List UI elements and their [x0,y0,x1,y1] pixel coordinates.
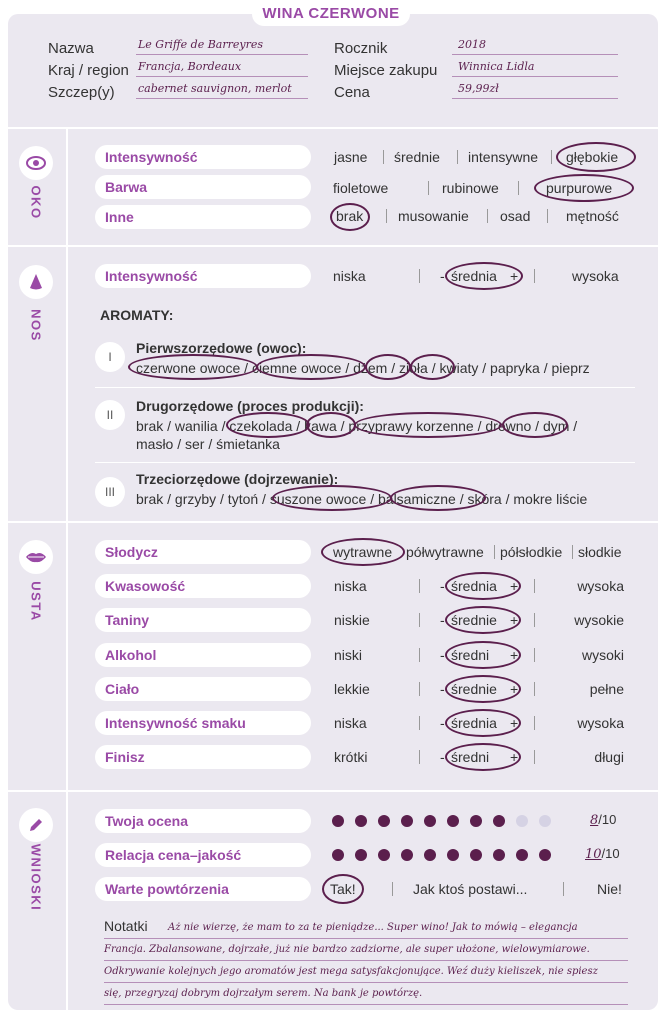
nos-intensity-minus: - [440,268,445,284]
note-line-2[interactable]: Francja. Zbalansowane, dojrzałe, już nie bardzo zadziorne, ale super ułożone, wielowymiarowe. [104,944,590,955]
separator [386,209,387,223]
rating-dot[interactable] [539,815,551,827]
repeat-opt-3[interactable]: Nie! [597,881,622,897]
separator [534,613,535,627]
usta-row-plus: + [510,749,519,765]
section-label-oko: OKO [28,185,44,220]
rating-dot[interactable] [493,849,505,861]
note-underline [104,1004,628,1005]
nos-intensity-plus: + [510,268,519,284]
aromas-heading: AROMATY: [100,307,174,323]
selection-circle [556,142,636,172]
selection-circle [445,262,523,290]
usta-row-high[interactable]: wysokie [574,612,624,628]
rating-dot[interactable] [332,815,344,827]
oko-intensity-opt-1[interactable]: jasne [334,149,368,165]
rating-score [590,812,616,828]
separator [572,545,573,559]
rating-dot[interactable] [516,849,528,861]
separator [518,181,519,195]
sweetness-opt-2[interactable]: półwytrawne [406,544,484,560]
rating-dot[interactable] [516,815,528,827]
usta-row-mid[interactable]: średnie [451,681,497,697]
selection-circle [445,675,521,703]
selection-circle [410,354,455,380]
separator [551,150,552,164]
oko-intensity-label: Intensywność [95,145,311,169]
separator [419,579,420,593]
usta-row-high[interactable]: wysoka [577,715,624,731]
oko-intensity-opt-2[interactable]: średnie [394,149,440,165]
sweetness-opt-1[interactable]: wytrawne [333,544,393,560]
aroma-group-title: Trzeciorzędowe (dojrzewanie): [136,471,339,487]
separator [534,750,535,764]
usta-row-low[interactable]: krótki [334,749,368,765]
aroma-group-title: Pierwszorzędowe (owoc): [136,340,307,356]
separator [457,150,458,164]
note-underline [104,938,628,939]
oko-color-label: Barwa [95,175,311,199]
rating-dot[interactable] [424,849,436,861]
selection-circle [226,412,310,438]
separator [419,682,420,696]
aroma-group-options[interactable]: czerwone owoce / ciemne owoce / dżem / zioła / kwiaty / papryka / pieprz [136,360,590,376]
usta-row-low[interactable]: niska [334,578,367,594]
usta-row-label: Taniny [95,608,311,632]
separator [428,181,429,195]
oko-other-opt-2[interactable]: musowanie [398,208,469,224]
repeat-opt-1[interactable]: Tak! [330,881,356,897]
usta-row-label: Alkohol [95,643,311,667]
usta-row-plus: + [510,647,519,663]
separator [419,716,420,730]
place-label: Miejsce zakupu [334,62,438,79]
separator [494,545,495,559]
country-label: Kraj / region [48,62,129,79]
usta-row-mid[interactable]: średnia [451,715,497,731]
aroma-group-options-line2[interactable]: masło / ser / śmietanka [136,436,280,452]
selection-circle [534,174,634,202]
nos-intensity-low[interactable]: niska [333,268,366,284]
nose-icon [19,265,53,299]
nos-intensity-high[interactable]: wysoka [572,268,619,284]
selection-circle [445,709,521,737]
oko-intensity-opt-3[interactable]: intensywne [468,149,539,165]
grape-value[interactable]: cabernet sauvignon, merlot [138,82,292,95]
usta-sweetness-label: Słodycz [95,540,311,564]
usta-row-label: Ciało [95,677,311,701]
aroma-group-options[interactable]: brak / grzyby / tytoń / suszone owoce / balsamiczne / skóra / mokre liście [136,491,588,507]
divider [95,462,635,463]
usta-row-plus: + [510,578,519,594]
oko-other-opt-3[interactable]: osad [500,208,531,224]
name-underline [136,54,308,55]
grape-underline [136,98,308,99]
note-underline [104,960,628,961]
repeat-label: Warte powtórzenia [95,877,311,901]
usta-row-minus: - [440,647,445,663]
rating-label: Twoja ocena [95,809,311,833]
selection-circle [502,412,568,438]
usta-row-low[interactable]: niskie [334,612,370,628]
note-line-1[interactable]: Aż nie wierzę, że mam to za te pieniądze... Super wino! Jak to mówią – elegancja [168,922,578,933]
repeat-opt-2[interactable]: Jak ktoś postawi... [413,881,528,897]
divider-nos [8,521,658,523]
sweetness-opt-4[interactable]: słodkie [578,544,622,560]
section-label-nos: NOS [28,309,44,342]
separator [392,882,393,896]
lips-icon [19,540,53,574]
vintage-underline [452,54,618,55]
separator [419,648,420,662]
rating-dot[interactable] [378,849,390,861]
name-value[interactable]: Le Griffe de Barreyres [138,38,264,51]
rating-dot[interactable] [355,849,367,861]
notes-label: Notatki [104,918,148,934]
selection-circle [306,412,356,438]
country-value[interactable]: Francja, Bordeaux [138,60,242,73]
selection-circle [445,641,521,669]
usta-row-label: Kwasowość [95,574,311,598]
price-underline [452,98,618,99]
usta-row-high[interactable]: pełne [589,681,624,697]
rating-value[interactable]: 8 [590,813,599,828]
separator [563,882,564,896]
grape-label: Szczep(y) [48,84,115,101]
price-value[interactable]: 59,99zł [458,82,499,95]
country-underline [136,76,308,77]
usta-row-low[interactable]: niski [334,647,363,663]
vline-oko [66,129,68,245]
usta-row-mid[interactable]: średnie [451,612,497,628]
selection-circle [354,412,502,438]
rating-dot[interactable] [378,815,390,827]
usta-row-mid[interactable]: średnia [451,578,497,594]
roman-numeral-2: II [95,400,125,430]
divider-oko [8,245,658,247]
usta-row-high[interactable]: długi [594,749,624,765]
separator [419,750,420,764]
usta-row-plus: + [510,681,519,697]
roman-numeral-3: III [95,477,125,507]
usta-row-label: Intensywność smaku [95,711,311,735]
separator [534,579,535,593]
selection-circle [256,354,366,380]
separator [419,613,420,627]
usta-row-mid[interactable]: średni [451,647,490,663]
rating-max: /10 [598,812,617,827]
value-max: /10 [601,846,620,861]
nos-intensity-mid[interactable]: średnia [451,268,497,284]
oko-intensity-opt-4[interactable]: głębokie [566,149,619,165]
rating-dot[interactable] [355,815,367,827]
rating-dot[interactable] [539,849,551,861]
separator [383,150,384,164]
place-underline [452,76,618,77]
usta-row-minus: - [440,681,445,697]
oko-other-opt-1[interactable]: brak [336,208,364,224]
rating-dot[interactable] [447,849,459,861]
separator [534,682,535,696]
usta-row-plus: + [510,612,519,628]
selection-circle [322,874,364,904]
oko-color-opt-1[interactable]: fioletowe [333,180,389,196]
name-label: Nazwa [48,40,94,57]
nos-intensity-label: Intensywność [95,264,311,288]
separator [419,269,420,283]
oko-other-opt-4[interactable]: mętność [566,208,619,224]
roman-numeral-1: I [95,342,125,372]
rating-dot[interactable] [332,849,344,861]
selection-circle [390,485,486,511]
usta-row-high[interactable]: wysoki [581,647,624,663]
value-label: Relacja cena–jakość [95,843,311,867]
separator [487,209,488,223]
oko-color-opt-3[interactable]: purpurowe [546,180,613,196]
vline-wnioski [66,792,68,1010]
section-label-wnioski: WNIOSKI [28,843,44,912]
selection-circle [330,203,370,231]
separator [534,716,535,730]
vintage-label: Rocznik [334,40,388,57]
usta-row-low[interactable]: lekkie [334,681,370,697]
usta-row-minus: - [440,715,445,731]
divider-usta [8,790,658,792]
selection-circle [321,538,405,566]
usta-row-minus: - [440,578,445,594]
rating-dot[interactable] [447,815,459,827]
rating-dot[interactable] [401,849,413,861]
value-score [585,846,620,862]
page-title: WINA CZERWONE [252,2,410,26]
note-line-4[interactable]: się, przegryzaj dobrym dojrzałym serem. Na bank je powtórzę. [104,988,423,999]
vline-nos [66,247,68,521]
aroma-group-options[interactable]: brak / wanilia / czekolada / kawa / przyprawy korzenne / drewno / dym / [136,418,578,434]
divider [95,387,635,388]
rating-dot[interactable] [424,815,436,827]
separator [534,269,535,283]
usta-row-minus: - [440,749,445,765]
rating-dot[interactable] [470,849,482,861]
usta-row-low[interactable]: niska [334,715,367,731]
note-line-3[interactable]: Odkrywanie kolejnych jego aromatów jest mega satysfakcjonujące. Weź duży kieliszek, nie spiesz [104,966,598,977]
usta-row-mid[interactable]: średni [451,749,490,765]
eye-icon [19,146,53,180]
selection-circle [272,485,392,511]
vintage-value[interactable]: 2018 [458,38,486,51]
usta-row-minus: - [440,612,445,628]
selection-circle [445,572,521,600]
usta-row-label: Finisz [95,745,311,769]
pencil-icon [19,808,53,842]
oko-color-opt-2[interactable]: rubinowe [442,180,499,196]
separator [547,209,548,223]
rating-dot[interactable] [401,815,413,827]
note-underline [104,982,628,983]
selection-circle [445,743,521,771]
rating-dot[interactable] [493,815,505,827]
aroma-group-title: Drugorzędowe (proces produkcji): [136,398,364,414]
section-label-usta: USTA [28,581,44,622]
place-value[interactable]: Winnica Lidla [458,60,535,73]
sweetness-opt-3[interactable]: półsłodkie [500,544,563,560]
usta-row-high[interactable]: wysoka [577,578,624,594]
selection-circle [445,606,521,634]
price-label: Cena [334,84,370,101]
separator [534,648,535,662]
vline-usta [66,523,68,790]
usta-row-plus: + [510,715,519,731]
divider-info [8,127,658,129]
value-value[interactable]: 10 [585,847,602,862]
oko-other-label: Inne [95,205,311,229]
selection-circle [365,354,411,380]
rating-dot[interactable] [470,815,482,827]
selection-circle [128,354,258,380]
